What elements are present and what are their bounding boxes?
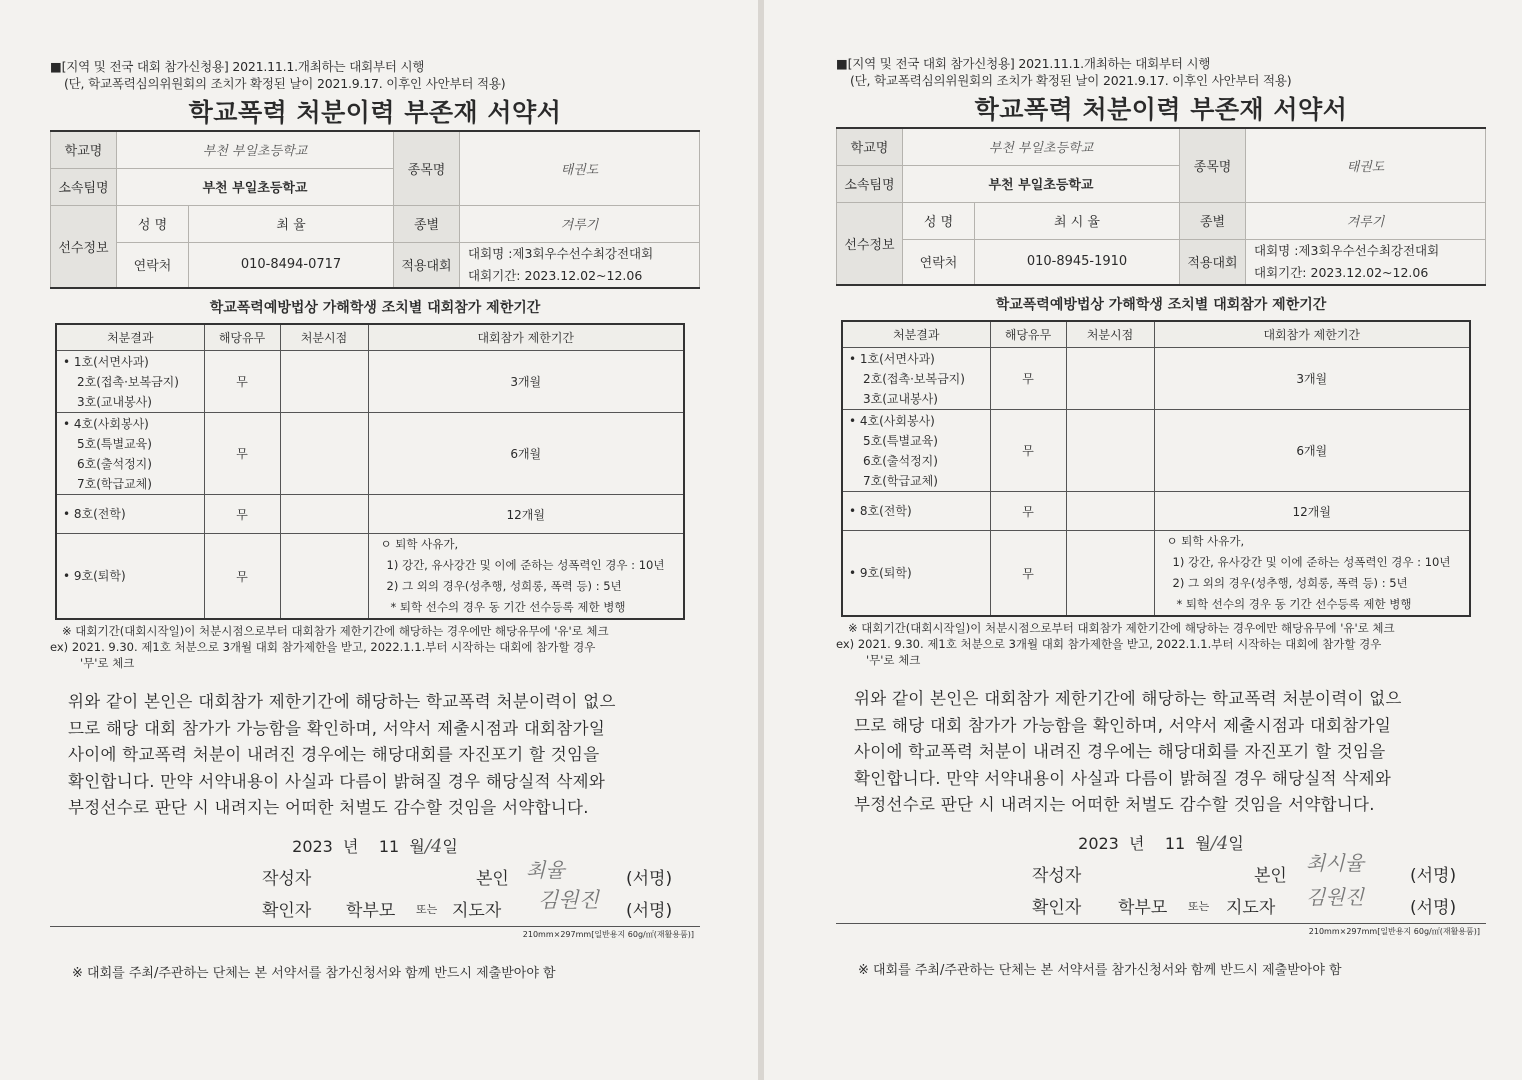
- time-value: [280, 534, 368, 620]
- info-table: [836, 127, 1486, 286]
- col-time: 처분시점: [1066, 321, 1154, 348]
- col-applicable: 해당유무: [204, 324, 280, 351]
- signature-label: (서명): [626, 900, 673, 921]
- contact-label: 연락처: [117, 242, 189, 288]
- event-label: 종목명: [394, 131, 460, 205]
- pledge-text: 위와 같이 본인은 대회참가 제한기간에 해당하는 학교폭력 처분이력이 없으 므로 해당 대회 참가가 가능함을 확인하며, 서약서 제출시점과 대회참가일 사이에 학교폭력 처분이 내려진 경우에는 해당대회를 자진포기 할 것임을 확인합니다. 만약 서약내용이 사실과 다름이 밝혀질 경우 해당실적 삭제와 부정선수로 판단 시 내려지는 어떠한 처벌도 감수할 것임을 서약합니다.: [68, 692, 616, 817]
- col-limit: 대회참가 제한기간: [1154, 321, 1470, 348]
- event-label: 종목명: [1180, 128, 1246, 202]
- time-value: [280, 351, 368, 413]
- applicable-value: 무: [204, 534, 280, 620]
- paper-spec: 210mm×297mm[일반용지 60g/㎡(재활용품)]: [836, 923, 1486, 937]
- restriction-subtitle: 학교폭력예방법상 가해학생 조치별 대회참가 제한기간: [995, 296, 1327, 313]
- coach-label: 지도자: [1226, 897, 1276, 918]
- writer-label: 작성자: [262, 868, 312, 889]
- paper-spec: 210mm×297mm[일반용지 60g/㎡(재활용품)]: [50, 926, 700, 940]
- form-title: 학교폭력 처분이력 부존재 서약서: [188, 98, 562, 127]
- expulsion-rule: ㅇ 퇴학 사유가, 1) 강간, 유사강간 및 이에 준하는 성폭력인 경우 : 10년 2) 그 외의 경우(성추행, 성희롱, 폭력 등) : 5년 * 퇴학 선수의 경우 동 기간 선수등록 제한 병행: [1154, 531, 1470, 617]
- confirmer-label: 확인자: [1032, 897, 1082, 918]
- form-sheet-left: [0, 0, 758, 1080]
- time-value: [280, 413, 368, 495]
- col-result: 처분결과: [842, 321, 990, 348]
- player-info-label: 선수정보: [837, 202, 903, 285]
- note-block: ※ 대회기간(대회시작일)이 처분시점으로부터 대회참가 제한기간에 해당하는 경우에만 해당유무에 '유'로 체크 ex) 2021. 9.30. 제1호 처분으로 3개월 대회 참가제한을 받고, 2022.1.1.부터 시작하는 대회에 참가할 경우 '무'로 체크: [836, 621, 1395, 667]
- limit-value: 12개월: [1154, 492, 1470, 531]
- category-value: 겨루기: [1246, 202, 1486, 239]
- confirmer-row: [836, 884, 1486, 919]
- header-line2: (단, 학교폭력심의위원회의 조치가 확정된 날이 2021.9.17. 이후인 사안부터 적용): [850, 73, 1292, 88]
- applicable-value: 무: [990, 348, 1066, 410]
- self-label: 본인: [476, 868, 509, 889]
- table-row: [56, 495, 684, 534]
- writer-row: [50, 858, 700, 890]
- header-line2: (단, 학교폭력심의위원회의 조치가 확정된 날이 2021.9.17. 이후인 사안부터 적용): [64, 76, 506, 91]
- codes-cell: • 4호(사회봉사) 5호(특별교육) 6호(출석정지) 7호(학급교체): [56, 413, 204, 495]
- info-table: [50, 130, 700, 289]
- col-time: 처분시점: [280, 324, 368, 351]
- applied-meet-label: 적용대회: [1180, 239, 1246, 285]
- codes-cell: • 8호(전학): [842, 492, 990, 531]
- limit-value: 12개월: [368, 495, 684, 534]
- discipline-table: [841, 320, 1471, 618]
- signature-label: (서명): [1410, 865, 1457, 886]
- school-value: 부천 부일초등학교: [117, 131, 394, 168]
- table-row: [56, 413, 684, 495]
- confirmer-label: 확인자: [262, 900, 312, 921]
- discipline-table: [55, 323, 685, 621]
- applied-meet-label: 적용대회: [394, 242, 460, 288]
- name-label: 성 명: [117, 205, 189, 242]
- applicable-value: 무: [204, 413, 280, 495]
- name-value: 최 율: [189, 205, 394, 242]
- self-label: 본인: [1254, 865, 1287, 886]
- meet-name: 대회명 :제3회우수선수최강전대회: [1254, 242, 1440, 258]
- table-row: [842, 531, 1470, 617]
- name-value: 최 시 율: [975, 202, 1180, 239]
- header-line1: ■[지역 및 전국 대회 참가신청용] 2021.11.1.개최하는 대회부터 시행: [50, 59, 425, 74]
- applicable-value: 무: [990, 492, 1066, 531]
- limit-value: 6개월: [1154, 410, 1470, 492]
- codes-cell: • 9호(퇴학): [842, 531, 990, 617]
- table-row: [842, 492, 1470, 531]
- limit-value: 3개월: [1154, 348, 1470, 410]
- applicable-value: 무: [990, 531, 1066, 617]
- phone-value: 010-8945-1910: [975, 239, 1180, 285]
- table-row: [842, 348, 1470, 410]
- time-value: [1066, 492, 1154, 531]
- limit-value: 3개월: [368, 351, 684, 413]
- form-content: [50, 58, 700, 981]
- player-info-label: 선수정보: [51, 205, 117, 288]
- meet-info: [1246, 239, 1486, 285]
- meet-info: [460, 242, 700, 288]
- team-label: 소속팀명: [837, 165, 903, 202]
- name-label: 성 명: [903, 202, 975, 239]
- school-label: 학교명: [837, 128, 903, 165]
- time-value: [280, 495, 368, 534]
- applicable-value: 무: [990, 410, 1066, 492]
- meet-name: 대회명 :제3회우수선수최강전대회: [468, 245, 654, 261]
- time-value: [1066, 348, 1154, 410]
- codes-cell: • 4호(사회봉사) 5호(특별교육) 6호(출석정지) 7호(학급교체): [842, 410, 990, 492]
- expulsion-rule: ㅇ 퇴학 사유가, 1) 강간, 유사강간 및 이에 준하는 성폭력인 경우 : 10년 2) 그 외의 경우(성추행, 성희롱, 폭력 등) : 5년 * 퇴학 선수의 경우 동 기간 선수등록 제한 병행: [368, 534, 684, 620]
- pledge-text: 위와 같이 본인은 대회참가 제한기간에 해당하는 학교폭력 처분이력이 없으 므로 해당 대회 참가가 가능함을 확인하며, 서약서 제출시점과 대회참가일 사이에 학교폭력 처분이 내려진 경우에는 해당대회를 자진포기 할 것임을 확인합니다. 만약 서약내용이 사실과 다름이 밝혀질 경우 해당실적 삭제와 부정선수로 판단 시 내려지는 어떠한 처벌도 감수할 것임을 서약합니다.: [854, 689, 1402, 814]
- table-row: [842, 410, 1470, 492]
- team-value: 부천 부일초등학교: [903, 165, 1180, 202]
- self-signature: 최시율: [1306, 850, 1364, 875]
- parent-label: 학부모: [1118, 897, 1168, 918]
- applicable-value: 무: [204, 351, 280, 413]
- footer-note: ※ 대회를 주최/주관하는 단체는 본 서약서를 참가신청서와 함께 반드시 제출받아야 함: [72, 965, 556, 981]
- sign-date: 2023 년 11 월/4일: [292, 835, 458, 857]
- form-content: [836, 55, 1486, 978]
- col-applicable: 해당유무: [990, 321, 1066, 348]
- parent-label: 학부모: [346, 900, 396, 921]
- form-title: 학교폭력 처분이력 부존재 서약서: [974, 95, 1348, 124]
- applicable-value: 무: [204, 495, 280, 534]
- codes-cell: • 8호(전학): [56, 495, 204, 534]
- event-value: 태권도: [1246, 128, 1486, 202]
- team-value: 부천 부일초등학교: [117, 168, 394, 205]
- or-label: 또는: [416, 902, 438, 916]
- contact-label: 연락처: [903, 239, 975, 285]
- col-result: 처분결과: [56, 324, 204, 351]
- table-row: [56, 534, 684, 620]
- writer-label: 작성자: [1032, 865, 1082, 886]
- coach-label: 지도자: [452, 900, 502, 921]
- coach-signature: 김원진: [1306, 884, 1364, 909]
- or-label: 또는: [1188, 899, 1210, 913]
- team-label: 소속팀명: [51, 168, 117, 205]
- school-value: 부천 부일초등학교: [903, 128, 1180, 165]
- signature-label: (서명): [626, 868, 673, 889]
- footer-note: ※ 대회를 주최/주관하는 단체는 본 서약서를 참가신청서와 함께 반드시 제출받아야 함: [858, 962, 1342, 978]
- col-limit: 대회참가 제한기간: [368, 324, 684, 351]
- self-signature: 최율: [526, 857, 565, 882]
- category-value: 겨루기: [460, 205, 700, 242]
- codes-cell: • 1호(서면사과) 2호(접촉·보복금지) 3호(교내봉사): [56, 351, 204, 413]
- form-sheet-right: [764, 0, 1522, 1080]
- sign-date: 2023 년 11 월/4일: [1078, 832, 1244, 854]
- meet-period: 대회기간: 2023.12.02~12.06: [468, 267, 643, 283]
- signature-label: (서명): [1410, 897, 1457, 918]
- coach-signature: 김원진: [538, 887, 599, 912]
- time-value: [1066, 531, 1154, 617]
- limit-value: 6개월: [368, 413, 684, 495]
- header-line1: ■[지역 및 전국 대회 참가신청용] 2021.11.1.개최하는 대회부터 시행: [836, 56, 1211, 71]
- codes-cell: • 9호(퇴학): [56, 534, 204, 620]
- time-value: [1066, 410, 1154, 492]
- table-row: [56, 351, 684, 413]
- phone-value: 010-8494-0717: [189, 242, 394, 288]
- restriction-subtitle: 학교폭력예방법상 가해학생 조치별 대회참가 제한기간: [209, 299, 541, 316]
- event-value: 태권도: [460, 131, 700, 205]
- school-label: 학교명: [51, 131, 117, 168]
- category-label: 종별: [394, 205, 460, 242]
- confirmer-row: [50, 887, 700, 922]
- category-label: 종별: [1180, 202, 1246, 239]
- codes-cell: • 1호(서면사과) 2호(접촉·보복금지) 3호(교내봉사): [842, 348, 990, 410]
- writer-row: [836, 850, 1486, 887]
- meet-period: 대회기간: 2023.12.02~12.06: [1254, 264, 1429, 280]
- note-block: ※ 대회기간(대회시작일)이 처분시점으로부터 대회참가 제한기간에 해당하는 경우에만 해당유무에 '유'로 체크 ex) 2021. 9.30. 제1호 처분으로 3개월 대회 참가제한을 받고, 2022.1.1.부터 시작하는 대회에 참가할 경우 '무'로 체크: [50, 624, 609, 670]
